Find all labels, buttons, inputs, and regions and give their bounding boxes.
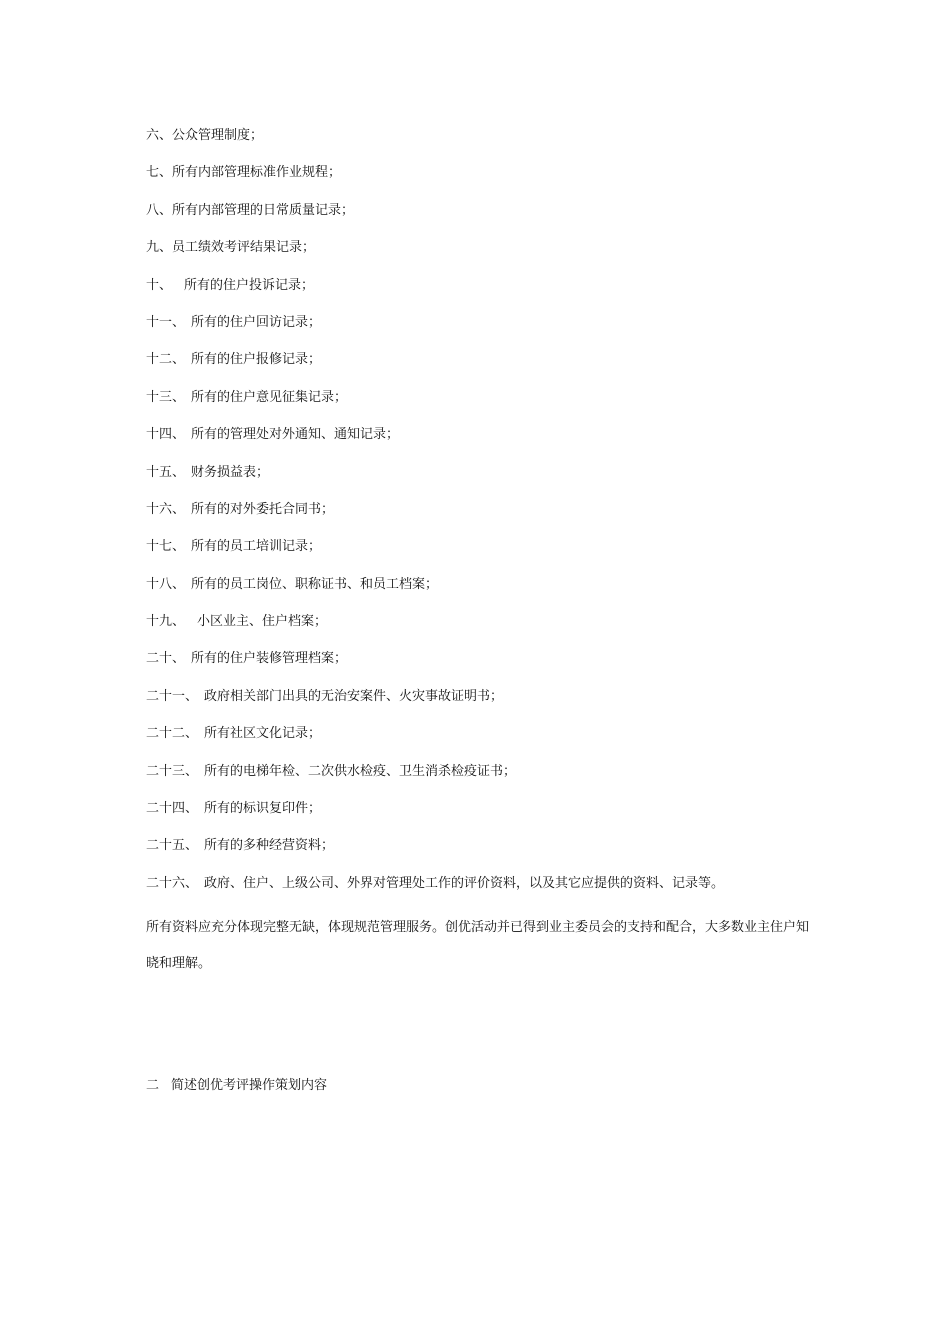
list-item xyxy=(146,126,826,163)
list-item xyxy=(146,163,826,200)
section-title: 简述创优考评操作策划内容 xyxy=(171,1078,328,1093)
list-item xyxy=(146,238,826,275)
item-text: 所有的住户回访记录； xyxy=(191,314,322,330)
item-number: 十三、 xyxy=(146,389,186,405)
list-item xyxy=(146,575,826,612)
item-number: 十一、 xyxy=(146,314,186,330)
item-number: 二十、 xyxy=(146,651,186,667)
item-text: 政府、住户、上级公司、外界对管理处工作的评价资料，以及其它应提供的资料、记录等。 xyxy=(204,875,725,891)
list-item xyxy=(146,724,826,761)
list-item xyxy=(146,350,826,387)
item-number: 二十五、 xyxy=(146,838,199,854)
item-text: 所有的住户投诉记录； xyxy=(184,277,315,293)
document-list xyxy=(146,126,826,911)
item-number: 二十三、 xyxy=(146,763,199,779)
list-item xyxy=(146,537,826,574)
item-text: 所有的员工岗位、职称证书、和员工档案； xyxy=(191,576,439,592)
item-text: 所有的管理处对外通知、通知记录； xyxy=(191,427,400,443)
item-text: 所有内部管理的日常质量记录； xyxy=(172,202,355,218)
list-item xyxy=(146,836,826,873)
item-number: 十七、 xyxy=(146,539,186,555)
item-number: 十四、 xyxy=(146,427,186,443)
item-number: 八、 xyxy=(146,202,173,218)
section-number: 二 xyxy=(146,1078,160,1093)
item-text: 所有的住户报修记录； xyxy=(191,352,322,368)
item-number: 二十四、 xyxy=(146,801,199,817)
list-item xyxy=(146,201,826,238)
list-item xyxy=(146,313,826,350)
item-number: 十八、 xyxy=(146,576,186,592)
item-text: 所有的住户装修管理档案； xyxy=(191,651,348,667)
item-number: 十二、 xyxy=(146,352,186,368)
section-heading xyxy=(146,1076,327,1096)
item-text: 政府相关部门出具的无治安案件、火灾事故证明书； xyxy=(204,688,504,704)
list-item xyxy=(146,649,826,686)
item-text: 公众管理制度； xyxy=(172,128,264,143)
item-text: 所有的住户意见征集记录； xyxy=(191,389,348,405)
list-item xyxy=(146,276,826,313)
item-number: 十五、 xyxy=(146,464,186,480)
list-item xyxy=(146,500,826,537)
item-text: 所有内部管理标准作业规程； xyxy=(172,165,342,181)
item-number: 二十六、 xyxy=(146,875,199,891)
item-number: 十、 xyxy=(146,277,173,293)
item-number: 六、 xyxy=(146,128,173,143)
item-text: 所有社区文化记录； xyxy=(204,726,322,742)
item-text: 所有的员工培训记录； xyxy=(191,539,322,555)
list-item xyxy=(146,463,826,500)
item-number: 十九、 xyxy=(146,614,186,630)
list-item xyxy=(146,687,826,724)
item-text: 所有的多种经营资料； xyxy=(204,838,335,854)
list-item xyxy=(146,425,826,462)
item-number: 十六、 xyxy=(146,501,186,517)
item-number: 二十一、 xyxy=(146,688,199,704)
item-text: 小区业主、住户档案； xyxy=(197,614,328,630)
list-item xyxy=(146,762,826,799)
list-item xyxy=(146,799,826,836)
list-item xyxy=(146,612,826,649)
item-text: 员工绩效考评结果记录； xyxy=(172,240,316,256)
item-text: 所有的对外委托合同书； xyxy=(191,501,335,517)
item-number: 九、 xyxy=(146,240,173,256)
item-text: 所有的电梯年检、二次供水检疫、卫生消杀检疫证书； xyxy=(204,763,517,779)
closing-paragraph: 所有资料应充分体现完整无缺，体现规范管理服务。创优活动并已得到业主委员会的支持和配合，大多数业主住户知晓和理解。 xyxy=(146,920,810,971)
item-text: 所有的标识复印件； xyxy=(204,801,322,817)
item-text: 财务损益表； xyxy=(191,464,270,480)
list-item xyxy=(146,388,826,425)
item-number: 七、 xyxy=(146,165,173,181)
list-item xyxy=(146,874,826,911)
item-number: 二十二、 xyxy=(146,726,199,742)
